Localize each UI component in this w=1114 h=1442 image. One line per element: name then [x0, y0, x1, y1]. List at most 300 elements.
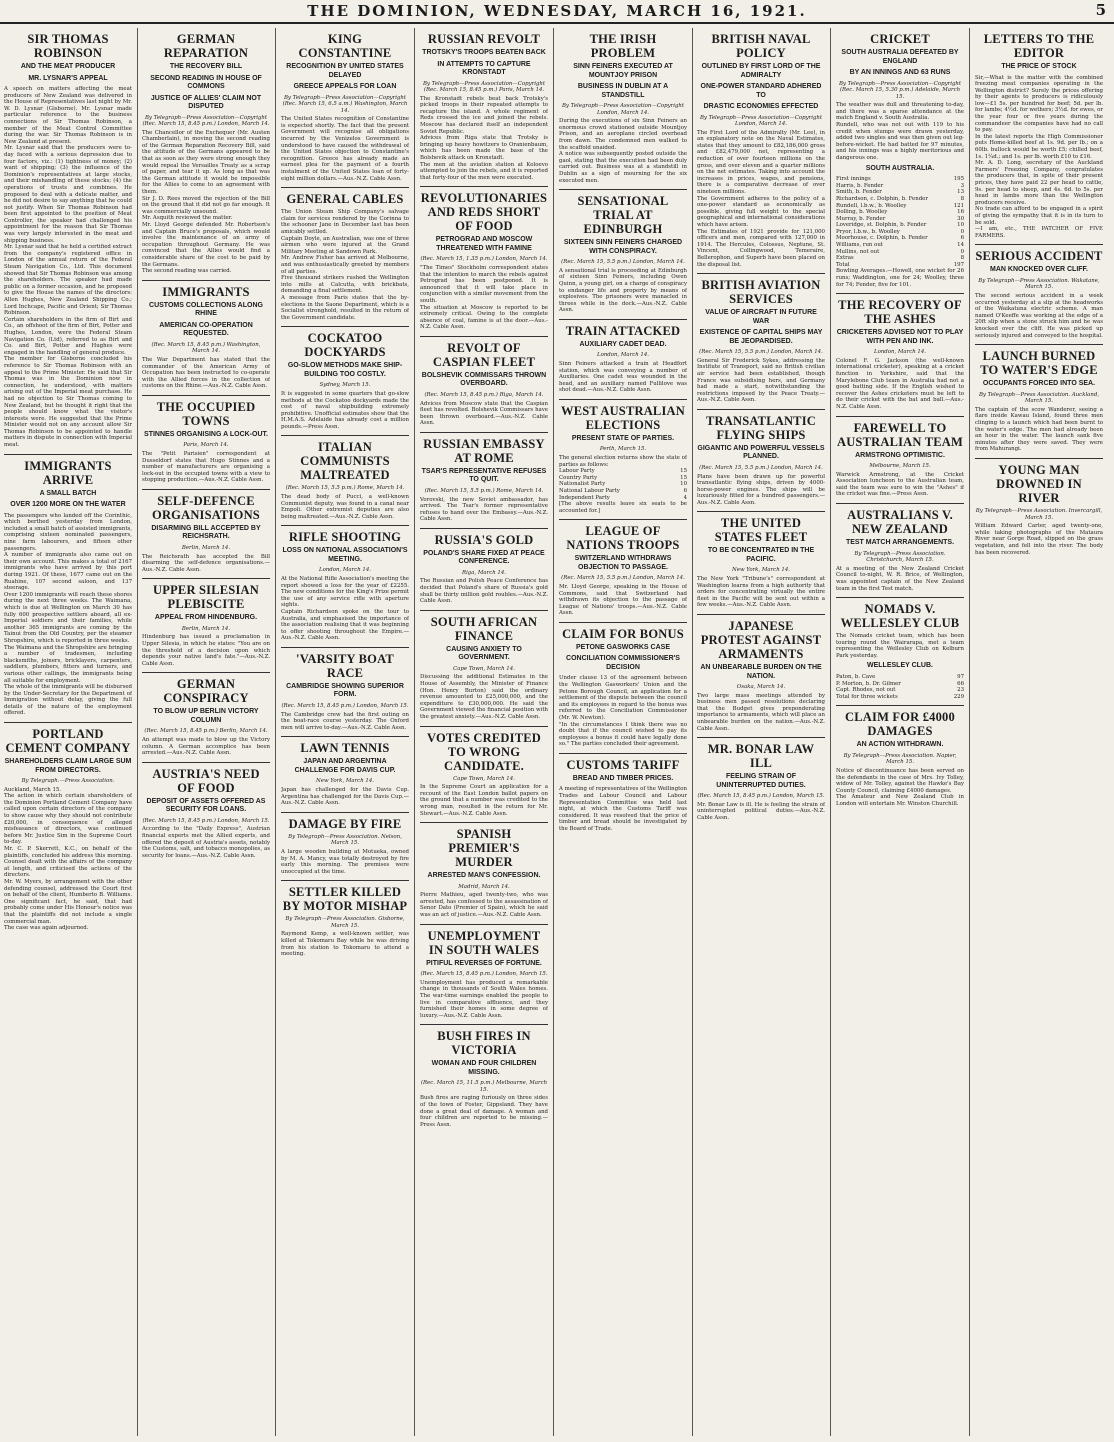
article-paragraph: Two large mass meetings attended by business men passed resolutions declaring that the Budget gives preponderating importance to armaments, which will place an unbearable burden on the nation.—Aus.-N.Z. Cable Assn.	[697, 692, 825, 732]
table-row	[836, 694, 964, 701]
article-paragraph: The War Department has stated that the commander of the American Army of Occupation has been instructed to co-operate with the Allied forces in the collection of customs on the Rhine.—Aus.-N.Z. Cable Assn.	[142, 356, 270, 390]
article-paragraph: A message from Paris states that the by-elections in the Saone Department, which is a Socialist stronghold, resulted in the return of the Government candidate.	[281, 294, 409, 321]
article-headline: REVOLT OF CASPIAN FLEET	[432, 340, 536, 369]
article-paragraph: The Estimates of 1921 provide for 121,000 officers and men, compared with 127,000 in 1914. The Hercules, Colossus, Neptune, St. Vincent, Collingwood, Temeraire, Bellerophon, and Superb have been placed on the disposal list.	[697, 228, 825, 268]
article-headline: RUSSIA'S GOLD	[434, 532, 534, 547]
article-subheadline: CUSTOMS COLLECTIONS ALONG RHINE	[149, 301, 263, 318]
article-subheadline: PETONE GASWORKS CASE	[576, 643, 670, 651]
section-divider	[559, 399, 687, 400]
article-subheadline: ARMSTRONG OPTIMISTIC.	[855, 451, 945, 459]
section-divider	[281, 187, 409, 188]
article-subheadline: TEST MATCH ARRANGEMENTS.	[845, 539, 955, 547]
section-divider	[142, 395, 270, 396]
column-rule	[969, 28, 970, 1436]
article-paragraph: Mr. A. D. Long, secretary of the Auckland Farmers' Freezing Company, congratulates the producers that, in spite of their present prices, they have paid 22 per head to cattle, 9s. per head to sheep, and 4s. 6d. to 5s. per head in lambs more than the Wellington producers receive.	[975, 160, 1103, 206]
article-paragraph: Under clause 13 of the agreement between the Wellington Gasworkers' Union and the Petone Borough Council, an application for a settlement of the dispute between the council and its employees in regard to the bonus was referred to the Conciliation Commissioner (Mr. W. Newton).	[559, 675, 687, 721]
table-cell: 66	[957, 680, 964, 687]
article-paragraph: The Russian and Polish Peace Conference has decided that Poland's share of Russia's gold shall be thirty million gold roubles.—Aus.-N.Z. Cable Assn.	[420, 578, 548, 605]
article-subheadline: MAN KNOCKED OVER CLIFF.	[990, 266, 1088, 274]
article-paragraph: Five thousand strikers rushed the Wellington into mills at Calcutta, with brickbats, demanding a final settlement.	[281, 275, 409, 295]
article-paragraph: The Amateur and New Zealand Club in London will entertain Mr. Winston Churchill.	[836, 794, 964, 807]
column-rule	[830, 28, 831, 1436]
article-headline: IMMIGRANTS ARRIVE	[24, 458, 112, 487]
dateline: (Rec. March 15, 5.5 p.m.) London, March 14.	[561, 259, 685, 266]
article-paragraph: Captain Doyle, an Australian, was one of three airmen who were injured at the Grand Military Meeting at Sandown Park.	[281, 235, 409, 255]
table-cell: 13	[957, 189, 964, 196]
article-headline: GERMAN REPARATION	[163, 32, 249, 60]
section-divider	[975, 344, 1103, 345]
article-subheadline: TROTSKY'S TROOPS BEATEN BACK	[422, 49, 546, 56]
article-headline: UNEMPLOYMENT IN SOUTH WALES	[427, 928, 541, 957]
table-row	[836, 209, 964, 216]
table-row	[836, 687, 964, 694]
article-headline: VOTES CREDITED TO WRONG CANDIDATE.	[426, 730, 542, 773]
article-subheadline: OCCUPANTS FORCED INTO SEA.	[982, 380, 1096, 388]
article-subheadline: AMERICAN CO-OPERATION REQUESTED.	[159, 321, 253, 338]
table-cell: Capt. Rhodes, not out	[836, 687, 896, 694]
table-cell: 0	[960, 248, 964, 255]
article-subheadline: CRICKETERS ADVISED NOT TO PLAY WITH PEN AND INK.	[836, 329, 964, 345]
article-paragraph: [The above results leave six seats to be accounted for.]	[559, 501, 687, 514]
table-cell: 10	[957, 222, 964, 229]
dateline: (Rec. March 15, 8.45 p.m.) Riga, March 14.	[424, 391, 544, 398]
article-headline: THE RECOVERY OF THE ASHES	[838, 298, 962, 327]
article-headline: RUSSIAN REVOLT	[427, 32, 541, 46]
section-divider	[281, 812, 409, 813]
article-headline: FAREWELL TO AUSTRALIAN TEAM	[836, 420, 964, 449]
dateline: By Telegraph—Press Association. Nelson, March 15.	[288, 833, 402, 847]
article-subheadline: ONE-POWER STANDARD ADHERED TO	[700, 83, 822, 99]
article-paragraph: Mr. Lloyd George defended Mr. Robertson's and Captain Bruce's proposals, which would involve the maintenance of an army of occupation throughout Germany. He was convinced that the Allies would find a considerable share of the cost to be paid by the Germans.	[142, 222, 270, 268]
article-paragraph: Plans have been drawn up for powerful transatlantic flying ships, driven by 4000-horse-power engines. The ships will be luxuriously fitted for a hundred passengers.—Aus.-N.Z. Cable Assn.	[697, 473, 825, 506]
section-divider	[559, 519, 687, 520]
article-subheadline: DISARMING BILL ACCEPTED BY REICHSRATH.	[151, 524, 261, 541]
article-paragraph: Unemployment has produced a remarkable change in thousands of South Wales homes. The war-time earnings enabled the people to live in comparative affluence, and they furnished their homes in some degree of luxury.—Aus.-N.Z. Cable Assn.	[420, 979, 548, 1019]
section-divider	[4, 454, 132, 455]
table-row	[559, 468, 687, 475]
article-paragraph: The second serious accident in a week occurred yesterday at a slip at the headworks of the Waikatuna electric scheme. A man named O'Keeffe was working at the edge of a 20ft slip when a stone struck him and he was knocked over the cliff. He was picked up seriously injured and conveyed to the hospital.	[975, 293, 1103, 339]
dateline: Berlin, March 14.	[181, 544, 231, 551]
table-cell: 8	[960, 195, 964, 202]
table-cell: National Labour Party	[559, 488, 620, 494]
dateline: Paris, March 14.	[183, 442, 229, 449]
table-cell: Independent Party	[559, 494, 610, 501]
section-divider	[697, 273, 825, 274]
table-cell: 14	[957, 242, 964, 249]
article-paragraph: The First Lord of the Admiralty (Mr. Lee), in an explanatory note on the Naval Estimates, states that they amount to £82,186,000 gross and £82,479,000 net, representing a reduction of over fourteen millions on the gross, and over eleven and a quarter millions on the net estimates. Taking into account the increases in prices, wages, and pensions, there is a comparative decrease of over nineteen millions.	[697, 129, 825, 196]
table-row	[836, 242, 964, 249]
table-cell: 10	[680, 481, 687, 488]
masthead-title: THE DOMINION, WEDNESDAY, MARCH 16, 1921.	[307, 2, 807, 20]
article-subheadline: DEPOSIT OF ASSETS OFFERED AS SECURITY FOR LOANS.	[146, 797, 266, 814]
dateline: By Telegraph—Press Association. Napier, March 15.	[843, 752, 957, 766]
table-row	[836, 681, 964, 688]
article-paragraph: At the National Rifle Association's meeting the report showed a loss for the year of £2255. The new conditions for the King's Prize permit the use of any service rifle with aperture sights.	[281, 576, 409, 609]
table-cell: 4	[683, 494, 687, 501]
article-paragraph: Notice of discontinuance has been served on the defendants in the case of Mrs. Ivy Tolley, widow of Mr. Tolley, against the Hawke's Bay County Council, claiming £4000 damages.	[836, 768, 964, 794]
dateline: (Rec. March 15, 8.45 p.m.) London, March 15.	[697, 793, 825, 800]
article-subheadline: TSAR'S REPRESENTATIVE REFUSES TO QUIT.	[421, 467, 547, 484]
article-paragraph: Mr. Asquith reviewed the matter.	[142, 215, 233, 222]
article-headline: THE IRISH PROBLEM	[589, 32, 657, 60]
dateline: London, March 14.	[319, 567, 371, 574]
article-paragraph: The Reichsrath has accepted the Bill disarming the self-defence organisations.—Aus.-N.Z. Cable Assn.	[142, 553, 270, 573]
section-divider	[697, 737, 825, 738]
article-paragraph: The Union Steam Ship Company's salvage claim for services rendered by the Corinna to the schooner Jane in December last has been amicably settled.	[281, 209, 409, 235]
article-paragraph: —I am, etc., THE PATCHER OF FIVE FARMERS.	[975, 226, 1103, 239]
article-paragraph: The whole of the immigrants will be disbursed by the Under-Secretary for the Department of Immigration without delay, giving the full details of the nature of the employment offered.	[4, 684, 132, 717]
dateline: Madrid, March 14.	[458, 883, 510, 890]
article-headline: THE OCCUPIED TOWNS	[156, 399, 256, 428]
table-row	[559, 488, 687, 495]
article-headline: BRITISH AVIATION SERVICES	[701, 278, 821, 307]
article-headline: AUSTRIA'S NEED OF FOOD	[152, 766, 260, 795]
table-cell: Paton, b. Cave	[836, 673, 876, 680]
table-cell: Total for three wickets	[836, 693, 898, 700]
article-paragraph: "In the circumstances I think there was no doubt that if the council wished to pay its employees a bonus it could have legally done so." The parties concluded their agreement.	[559, 721, 687, 748]
article-paragraph: The general election returns show the state of parties as follows:	[559, 455, 687, 468]
section-divider	[420, 1024, 548, 1025]
article-subheadline: OVER 1200 MORE ON THE WATER	[10, 501, 126, 509]
section-divider	[420, 336, 548, 337]
table-cell: Country Party	[559, 474, 598, 481]
article-subheadline: A SMALL BATCH	[39, 489, 97, 497]
section-divider	[142, 280, 270, 281]
dateline: Sydney, March 15.	[319, 382, 371, 389]
article-subheadline: JAPAN AND ARGENTINA CHALLENGE FOR DAVIS CUP.	[294, 758, 396, 774]
article-headline: DAMAGE BY FIRE	[288, 816, 402, 831]
section-divider	[281, 736, 409, 737]
column-3	[281, 28, 409, 1436]
article-headline: LEAGUE OF NATIONS TROOPS	[566, 524, 680, 553]
article-paragraph: The men at the aviation station at Koloevo attempted to join the rebels, and it is reported that forty-four of the men were executed.	[420, 161, 548, 181]
article-headline: SENSATIONAL TRIAL AT EDINBURGH	[577, 194, 669, 237]
table-cell: Nationalist Party	[559, 481, 606, 488]
dateline: Cape Town, March 14.	[453, 665, 515, 672]
table-cell: Total	[836, 261, 850, 268]
article-headline: AUSTRALIANS V. NEW ZEALAND	[847, 508, 953, 537]
article-subheadline: OUTLINED BY FIRST LORD OF THE ADMIRALTY	[701, 63, 821, 79]
article-paragraph: Over 1200 immigrants will reach these shores during the next three weeks. The Waimana, which is due at Wellington on March 30 has fully 600 prospective settlers aboard, all ex-Imperial soldiers and their families, while another 365 immigrants are coming by the Tainui from the Old Country, per the steamer Shropshire, which is reported in three weeks.	[4, 591, 132, 644]
section-divider	[281, 647, 409, 648]
article-paragraph: In the Supreme Court an application for a recount of the East London ballot papers on the ground that a number was credited to the wrong man, resulted in the return for Mr. Stewart.—Aus.-N.Z. Cable Assn.	[420, 784, 548, 817]
dateline: Berlin, March 14.	[181, 625, 231, 632]
section-divider	[697, 409, 825, 410]
article-paragraph: A meeting of representatives of the Wellington Trades and Labour Council and Labour Representation Committee was held last night, at which the Customs Tariff was considered. It was resolved that the price of timber and bread should be investigated by the Board of Trade.	[559, 786, 687, 833]
article-subheadline: TO BLOW UP BERLIN VICTORY COLUMN	[153, 708, 259, 724]
article-paragraph: Sir,—What is the matter with the combined freezing meat companies operating in the Wellington district? Surely the prices offering by their agents to producers is ridiculously low—£1 5s. per hundred for beef; 5d. per lb. for lambs; 4½d. for wethers; 3½d. for ewes, or the year four or five years during the commandeer the companies have had no call to pay.	[975, 74, 1103, 134]
article-subheadline: CONCILIATION COMMISSIONER'S DECISION	[566, 655, 680, 671]
article-headline: TRAIN ATTACKED	[565, 323, 681, 338]
article-subheadline: TO BE CONCENTRATED IN THE PACIFIC.	[707, 547, 815, 563]
table-cell: 121	[953, 202, 964, 209]
article-subheadline: THE PRICE OF STOCK	[1001, 63, 1077, 70]
column-rule	[137, 28, 138, 1436]
article-paragraph: The case was again adjourned.	[4, 925, 89, 932]
column-7	[836, 28, 964, 1436]
section-divider	[281, 880, 409, 881]
table-cell: Extras	[836, 255, 854, 262]
table-row	[836, 216, 964, 223]
section-divider	[420, 726, 548, 727]
article-headline: PORTLAND CEMENT COMPANY	[5, 727, 131, 756]
section-divider	[975, 458, 1103, 459]
article-headline: WEST AUSTRALIAN ELECTIONS	[561, 403, 685, 432]
article-paragraph: Vorovski, the new Soviet ambassador, has arrived. The Tsar's former representative refuses to hand over the Embassy.—Aus.-N.Z. Cable Assn.	[420, 496, 548, 523]
article-headline: SETTLER KILLED BY MOTOR MISHAP	[282, 885, 408, 914]
article-headline: TRANSATLANTIC FLYING SHIPS	[705, 413, 817, 442]
article-headline: LETTERS TO THE EDITOR	[983, 32, 1095, 60]
section-divider	[836, 597, 964, 598]
article-paragraph: The Chancellor of the Exchequer (Mr. Austen Chamberlain), in moving the second reading of the German Reparation Recovery Bill, said the attitude of the Germans appeared to be that as soon as they were strong enough they would repeal the Versailles Treaty as a scrap of paper, and tear it up. As long as that was the German attitude it would be impossible for the Allies to come to an agreement with them.	[142, 129, 270, 196]
section-divider	[4, 722, 132, 723]
column-6	[697, 28, 825, 1436]
article-headline: REVOLUTIONARIES AND REDS SHORT OF FOOD	[420, 191, 548, 234]
article-subheadline: EXISTENCE OF CAPITAL SHIPS MAY BE JEOPARDISED.	[699, 329, 823, 345]
column-rule	[275, 28, 276, 1436]
dateline: (Rec. March 15, 8.45 p.m.) London, March 15.	[142, 817, 270, 824]
dateline: By Telegraph—Press Association—Copyright London, March 14.	[561, 103, 685, 116]
article-subheadline: CAUSING ANXIETY TO GOVERNMENT.	[446, 645, 522, 662]
article-paragraph: The Nomads cricket team, which has been touring round the Wairarapa, met a team representing the Wellesley Club on Kelburn Park yesterday.	[836, 633, 964, 659]
article-headline: RIFLE SHOOTING	[288, 530, 402, 545]
article-subheadline: AN UNBEARABLE BURDEN ON THE NATION.	[700, 664, 822, 680]
article-subheadline: GO-SLOW METHODS MAKE SHIP-BUILDING TOO COSTLY.	[287, 362, 403, 378]
article-paragraph: The dead body of Pucci, a well-known Communist deputy, was found in a canal near Empoli. Other extremist deputies are also being maltreated.—Aus.-N.Z. Cable Assn.	[281, 494, 409, 520]
dateline: (Rec. March 15, 1.35 p.m.) London, March 14.	[420, 256, 548, 263]
article-paragraph: The New York "Tribune's" correspondent at Washington learns from a high authority that orders for concentrating virtually the entire fleet in the Pacific will be sent out within a few weeks.—Aus.-N.Z. Cable Assn.	[697, 576, 825, 609]
column-rule	[414, 28, 415, 1436]
table-cell: Murray, b. Fender	[836, 215, 886, 222]
article-headline: IMMIGRANTS	[162, 284, 250, 299]
dateline: (Rec. March 15, 5.5 p.m.) Rome, March 14.	[424, 487, 544, 494]
article-subheadline: PETROGRAD AND MOSCOW THREATENED WITH FAMINE	[435, 236, 533, 252]
table-row	[836, 235, 964, 242]
dateline: By Telegraph—Press Association. Christchurch, March 15.	[854, 550, 946, 564]
section-divider	[420, 528, 548, 529]
article-headline: SPANISH PREMIER'S MURDER	[448, 827, 520, 870]
article-headline: CLAIM FOR BONUS	[562, 626, 684, 641]
table-cell: Smith, b. Fender	[836, 189, 882, 196]
dateline: Riga, March 14.	[462, 569, 506, 576]
table-cell: 6	[960, 235, 964, 242]
table-cell: Richardson, c. Dolphin, b. Fender	[836, 195, 928, 202]
dateline: By Telegraph—Press Association. Wakatane, March 15.	[978, 277, 1100, 291]
section-divider	[142, 762, 270, 763]
table-row	[559, 481, 687, 488]
article-paragraph: A large wooden building at Motueka, owned by M. A. Mancy, was totally destroyed by fire early this morning. The premises were unoccupied at the time.	[281, 848, 409, 875]
article-headline: ITALIAN COMMUNISTS MALTREATED	[300, 440, 390, 483]
article-subheadline: BUSINESS IN DUBLIN AT A STANDSTILL	[577, 83, 669, 99]
article-paragraph: The situation at Moscow is reported to be extremely critical. Owing to the complete absence of coal, famine is at the door.—Aus.-N.Z. Cable Assn.	[420, 304, 548, 331]
article-paragraph: Captain Richardson spoke on the tour to Australia, and emphasised the importance of the association realising that it was beginning to offer shooting throughout the Empire.—Aus.-N.Z. Cable Assn.	[281, 609, 409, 642]
table-row	[559, 495, 687, 502]
section-divider	[836, 416, 964, 417]
section-divider	[559, 622, 687, 623]
section-divider	[559, 319, 687, 320]
dateline: By Telegraph—Press Association—Copyright (Rec. March 15, 5.30 p.m.) Adelaide, March 15.	[838, 80, 962, 100]
article-subheadline: BREAD AND TIMBER PRICES.	[572, 774, 674, 782]
dateline: (Rec. March 15, 8.45 p.m.) Washington, March 14.	[151, 341, 261, 355]
section-divider	[836, 705, 964, 706]
table-cell: Williams, run out	[836, 242, 883, 249]
article-paragraph: Bowling Averages.—Howell, one wicket for 26 runs; Waddington, one for 24; Woolley, three for 74; Fender, five for 101.	[836, 268, 964, 288]
article-subheadline: CAMBRIDGE SHOWING SUPERIOR FORM.	[286, 682, 404, 699]
article-subheadline: THE RECOVERY BILL	[169, 63, 243, 70]
table-cell: P. Morton, b. Dr. Gilmer	[836, 680, 901, 687]
article-paragraph: In the latest reports the High Commissioner puts Home-killed beef at 1s. 9d. per lb.; on a 60lb. bullock would be worth £5; chilled beef, 1s. 1¼d.; and 1s. per lb. worth £10 to £16.	[975, 133, 1103, 160]
article-paragraph: The member for Gisborne concluded his reference to Sir Thomas Robinson with an appeal to the Prime Minister. He said that Sir Thomas was in the Dominion now in connection, he understood, with matters arising out of the Imperial meat purchase. He had no objection to Sir Thomas coming to New Zealand, but he thought it right that the people should know what the visitor's interests were. He suggested that the Prime Minister would not on any account allow Sir Thomas Robinson to be appointed to handle matters in dispute in connection with Imperial meat.	[4, 356, 132, 449]
table-row	[559, 475, 687, 482]
table-row	[836, 229, 964, 236]
article-headline: CRICKET	[870, 32, 930, 46]
article-paragraph: The action in which certain shareholders of the Dominion Portland Cement Company have called upon certain directors of the company to show cause why they should not contribute £20,000, in consequence of alleged misfeasance of directors, was continued before Mr. Justice Sim in the Supreme Court to-day.	[4, 793, 132, 846]
dateline: By Telegraph—Press Association. Auckland, March 15.	[978, 391, 1100, 405]
table-row	[836, 176, 964, 183]
article-paragraph: The second reading was carried.	[142, 268, 232, 275]
table-cell: 8	[960, 255, 964, 262]
article-paragraph: The Waimana and the Shropshire are bringing a number of tradesmen, including blacksmiths, joiners, bricklayers, carpenters, saddlers, plumbers, fitters and turners, and various other callings, the immigrants being all suitable for employment.	[4, 644, 132, 684]
table-title: SOUTH AUSTRALIA.	[865, 164, 935, 172]
article-headline: YOUNG MAN DROWNED IN RIVER	[996, 463, 1082, 506]
dateline: (Rec. March 15, 8.45 p.m.) London, March 15.	[281, 702, 409, 709]
article-subheadline: LOSS ON NATIONAL ASSOCIATION'S MEETING.	[282, 547, 408, 563]
article-paragraph: A speech on matters affecting the meat producers of New Zealand was delivered in the House of Representatives last night by Mr. W. D. Lysnar (Gisborne). Mr. Lysnar made particular reference to the business connections of Sir Thomas Robinson, a member of the Meat Control Committee during the war. Sir Thomas Robinson is in New Zealand at present.	[4, 86, 132, 145]
article-headline: BRITISH NAVAL POLICY	[711, 32, 811, 60]
table-row	[836, 249, 964, 256]
section-divider	[281, 435, 409, 436]
article-paragraph: The Kronstadt rebels beat back Trotsky's picked troops in their repeated attempts to recapture the island. A whole regiment of Reds crossed the ice and joined the rebels. Moscow has declared itself an independent Soviet Republic.	[420, 95, 548, 135]
dateline: (Rec. March 15, 8.45 p.m.) London, March 15.	[420, 971, 548, 978]
article-subheadline: SIXTEEN SINN FEINERS CHARGED WITH CONSPIRACY.	[563, 239, 683, 255]
article-paragraph: The captain of the scow Wanderer, seeing a flare inside Kawau Island, found three men clinging to a launch which had been burnt to the water's edge. The men had already been an hour in the water. The launch sank five minutes after they were saved. They were from Mahurangi.	[975, 406, 1103, 453]
article-subheadline: ARRESTED MAN'S CONFESSION.	[427, 872, 541, 880]
article-paragraph: Auckland, March 15.	[4, 786, 62, 793]
section-divider	[142, 672, 270, 673]
article-paragraph: Hindenburg has issued a proclamation in Upper Silesia, in which he states: "You are on the threshold of a decision upon which depends your native land's fate."—Aus.-N.Z. Cable Assn.	[142, 634, 270, 667]
dateline: New York, March 14.	[732, 567, 790, 574]
table-cell: Moorhouse, c. Dolphin, b. Fender	[836, 235, 928, 242]
article-subheadline: MR. LYSNAR'S APPEAL	[28, 74, 108, 82]
table-row	[836, 222, 964, 229]
dateline: By Telegraph—Press Association—Copyright (Rec. March 15, 8.45 p.m.) Paris, March 14.	[422, 80, 546, 94]
article-paragraph: General Sir Frederick Sykes, addressing the Institute of Transport, said no British civilian air service had been established, though France was subsidising hers, and Germany had made a start, notwithstanding the restrictions imposed by the Peace Treaty.—Aus.-N.Z. Cable Assn.	[697, 357, 825, 404]
article-paragraph: During the executions of six Sinn Feiners an enormous crowd stationed outside Mountjoy Prison, and an aeroplane circled overhead from dawn. The condemned men walked to the scaffold unaided.	[559, 118, 687, 151]
section-divider	[420, 186, 548, 187]
article-subheadline: SECOND READING IN HOUSE OF COMMONS	[150, 74, 262, 90]
column-2	[142, 28, 270, 1436]
section-divider	[975, 244, 1103, 245]
article-paragraph: Japan has challenged for the Davis Cup. Argentina has challenged for the Davis Cup.—Aus.-N.Z. Cable Assn.	[281, 786, 409, 807]
article-headline: MR. BONAR LAW ILL	[707, 742, 815, 771]
section-divider	[142, 578, 270, 579]
table-cell: Dolling, b. Woolley	[836, 209, 888, 216]
table-cell: 0	[960, 228, 964, 235]
article-paragraph: The Government adheres to the policy of a one-power standard as economically as possible, giving full weight to the special geographical and international considerations which have arisen.	[697, 195, 825, 228]
article-headline: CUSTOMS TARIFF	[566, 757, 680, 772]
article-paragraph: Mr. W. Myers, by arrangement with the other defending counsel, addressed the Court first on behalf of the client, Humberto B. Williams. One significant fact, he said, that had probably come under His Honour's notice was that the plaintiffs did not include a single commercial man.	[4, 878, 132, 925]
table-cell: Harris, b. Fender	[836, 182, 884, 189]
dateline: (Rec. March 15, 5.5 p.m.) London, March 14.	[561, 575, 685, 582]
page-number: 5	[1095, 1, 1106, 19]
article-paragraph: Mr. Andrew Fisher has arrived at Melbourne, and was enthusiastically greeted by members of all parties.	[281, 255, 409, 275]
article-paragraph: Bush fires are raging furiously on three sides of the town of Foster, Gippsland. They have done a great deal of damage. A woman and four children are reported to be missing.—Press Assn.	[420, 1095, 548, 1128]
score-table	[559, 468, 687, 501]
article-paragraph: Sir J. D. Rees moved the rejection of the Bill on the ground that it did not go far enough. It was commercially unsound.	[142, 195, 270, 215]
dateline: (Rec. March 15, 5.5 p.m.) London, March 14.	[699, 349, 823, 356]
section-divider	[697, 614, 825, 615]
section-divider	[697, 511, 825, 512]
article-paragraph: Mr. Lysnar said that he held a certified extract from the company's registered office in London of the annual return of the Federal Steam Navigation Co., Ltd. This document showed that Sir Thomas Robinson was among the shareholders. The speaker had made public on a former occasion, and he proposed to give the House the names of the directors: Allen Hughes, New Zealand Shipping Co.; Lord Inchcape, Pacific and Orient; Sir Thomas Robinson.	[4, 244, 132, 317]
article-paragraph: Certain shareholders in the firm of Birt and Co., an offshoot of the firm of Birt, Potter and Hughes, London, were the Federal Steam Navigation Co. (Ltd), referred to as Birt and Co. and Birt, Potter and Hughes were engaged in the handling of general produce.	[4, 316, 132, 356]
article-paragraph: Rundell, who was not out with 119 to his credit when stumps were drawn yesterday, added two singles and was then given out leg-before-wicket. He had batted for 97 minutes, and his innings was a highly meritorious and dangerous one.	[836, 122, 964, 162]
article-paragraph: According to the "Daily Express", Austrian financial experts met the Allied experts, and offered the deposit of Austria's assets, notably the Customs, salt, and tobacco monopolies, as security for loans.—Aus.-N.Z. Cable Assn.	[142, 826, 270, 859]
article-headline: LAUNCH BURNED TO WATER'S EDGE	[980, 349, 1098, 378]
dateline: By Telegraph.—Press Association.	[21, 778, 115, 785]
section-divider	[836, 293, 964, 294]
table-cell: 3	[960, 182, 964, 189]
dateline: (Rec. March 15, 5.5 p.m.) Rome, March 14.	[285, 485, 405, 492]
table-cell: Rundell, l.b.w., b. Woolley	[836, 202, 907, 209]
article-subheadline: AND THE MEAT PRODUCER	[20, 63, 116, 70]
score-table	[836, 176, 964, 268]
column-rule	[692, 28, 693, 1436]
table-cell: 229	[953, 693, 964, 700]
article-paragraph: Warwick Armstrong, at the Cricket Association luncheon to the Australian team, said the team was sure to win the "Ashes" if the cricket was fine.—Press Assn.	[836, 471, 964, 498]
table-cell: Labour Party	[559, 468, 595, 475]
section-divider	[281, 525, 409, 526]
column-5	[559, 28, 687, 1436]
article-subheadline: GREECE APPEALS FOR LOAN	[293, 83, 397, 90]
article-paragraph: Discussing the additional Estimates in the House of Assembly, the Minister of Finance (Hon. Henry Burton) said the ordinary revenue amounted to £25,000,000, and the expenditure to £30,000,000. He said the Government viewed the financial position with the greatest anxiety.—Aus.-N.Z. Cable Assn.	[420, 674, 548, 720]
article-subheadline: AUXILIARY CADET DEAD.	[579, 340, 667, 348]
table-row	[836, 183, 964, 190]
article-paragraph: Mr. Lloyd George, speaking in the House of Commons, said that Switzerland had withdrawn its objection to the passage of League of Nations' troops.—Aus.-N.Z. Cable Assn.	[559, 583, 687, 617]
table-cell: 15	[680, 468, 687, 475]
article-paragraph: Mr. Bonar Law is ill. He is feeling the strain of uninterrupted political duties.—Aus.-N.Z. Cable Assn.	[697, 801, 825, 821]
article-headline: SIR THOMAS ROBINSON	[27, 32, 109, 60]
article-headline: KING CONSTANTINE	[298, 32, 392, 60]
column-rule	[553, 28, 554, 1436]
article-headline: BUSH FIRES IN VICTORIA	[437, 1029, 531, 1058]
score-table	[836, 674, 964, 700]
column-1	[4, 28, 132, 1436]
article-headline: SELF-DEFENCE ORGANISATIONS	[152, 493, 260, 522]
article-subheadline: SINN FEINERS EXECUTED AT MOUNTJOY PRISON	[573, 63, 673, 79]
dateline: London, March 14.	[597, 352, 649, 359]
article-headline: UPPER SILESIAN PLEBISCITE	[153, 583, 259, 612]
section-divider	[142, 489, 270, 490]
table-cell: 16	[957, 209, 964, 216]
masthead	[0, 0, 1114, 24]
table-cell: 23	[957, 687, 964, 694]
article-paragraph: "The Times" Stockholm correspondent states that the intention to march the rebels against Petrograd has been postponed. It is announced that it will take place in conjunction with a similar movement from the south.	[420, 265, 548, 304]
article-headline: 'VARSITY BOAT RACE	[296, 651, 394, 680]
dateline: Osaka, March 14.	[736, 684, 786, 691]
table-title: WELLESLEY CLUB.	[867, 662, 933, 670]
dateline: By Telegraph—Press Association. Gisborne, March 15.	[285, 916, 405, 929]
article-headline: THE UNITED STATES FLEET	[714, 516, 808, 545]
table-cell: Pryor, l.b.w., b. Woolley	[836, 228, 900, 235]
article-paragraph: A notice was subsequently posted outside the gaol, stating that the execution had been duly carried out. Business was at a standstill in Dublin as a sign of mourning for the six executed men.	[559, 151, 687, 184]
article-subheadline: RECOGNITION BY UNITED STATES DELAYED	[286, 63, 404, 79]
article-headline: LAWN TENNIS	[300, 741, 390, 756]
article-headline: SOUTH AFRICAN FINANCE	[430, 614, 538, 643]
article-subheadline: SHAREHOLDERS CLAIM LARGE SUM FROM DIRECTORS.	[4, 758, 132, 774]
dateline: New York, March 14.	[316, 778, 374, 785]
table-cell: 30	[957, 215, 964, 222]
table-row	[836, 196, 964, 203]
